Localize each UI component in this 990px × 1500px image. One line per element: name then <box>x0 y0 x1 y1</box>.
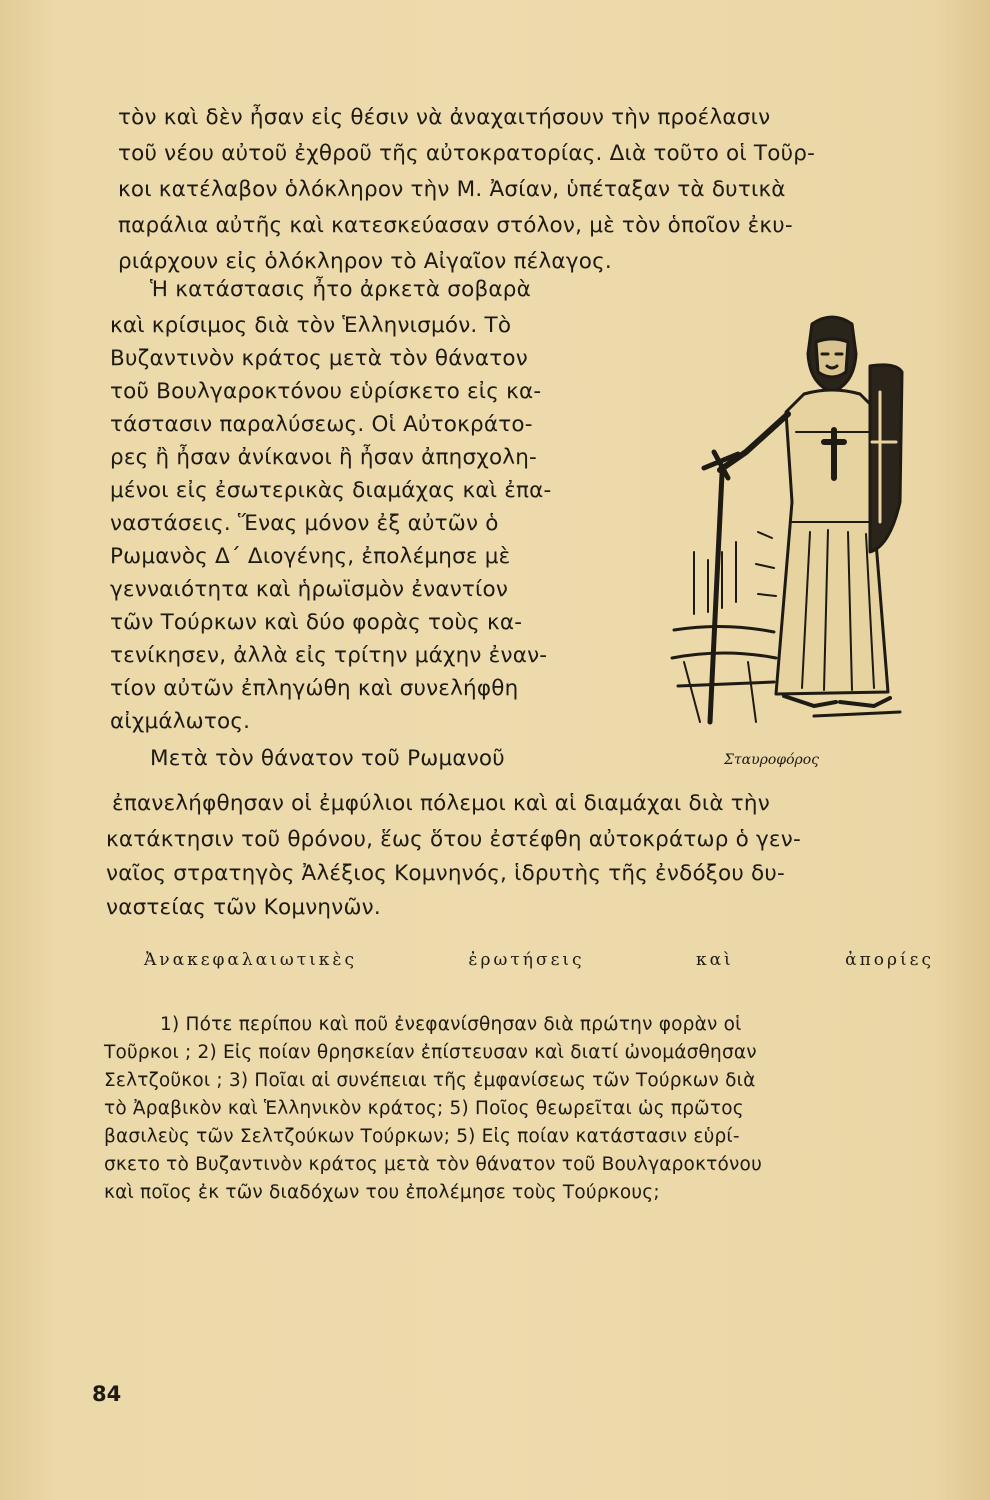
narrow-line: καὶ κρίσιμος διὰ τὸν Ἑλληνισμόν. Τὸ <box>110 313 512 338</box>
body-line: ριάρχουν εἰς ὁλόκληρον τὸ Αἰγαῖον πέλαγος. <box>118 249 612 274</box>
page-number: 84 <box>92 1382 122 1406</box>
questions-heading <box>144 950 934 970</box>
question-line: καὶ ποῖος ἐκ τῶν διαδόχων του ἐπολέμησε τοὺς Τούρκους; <box>104 1182 660 1203</box>
body-line: κατάκτησιν τοῦ θρόνου, ἕως ὅτου ἐστέφθη αὐτοκράτωρ ὁ γεν- <box>106 827 801 852</box>
question-line: βασιλεὺς τῶν Σελτζούκων Τούρκων; 5) Εἰς ποίαν κατάστασιν εὑρί- <box>104 1126 740 1147</box>
body-line: ναστείας τῶν Κομνηνῶν. <box>106 895 381 920</box>
narrow-line: Βυζαντινὸν κράτος μετὰ τὸν θάνατον <box>110 346 528 371</box>
narrow-line: τῶν Τούρκων καὶ δύο φορὰς τοὺς κα- <box>110 610 523 635</box>
narrow-line: Μετὰ τὸν θάνατον τοῦ Ρωμανοῦ <box>150 746 505 771</box>
heading-word: Ἀνακεφαλαιωτικὲς <box>144 950 358 970</box>
heading-word: ἐρωτήσεις <box>468 950 585 970</box>
narrow-line: Ἡ κατάστασις ἦτο ἀρκετὰ σοβαρὰ <box>150 277 531 302</box>
crusader-illustration <box>664 302 904 742</box>
body-line: ἐπανελήφθησαν οἱ ἐμφύλιοι πόλεμοι καὶ αἱ διαμάχαι διὰ τὴν <box>112 791 770 816</box>
body-line: ναῖος στρατηγὸς Ἀλέξιος Κομνηνός, ἱδρυτὴς τῆς ἐνδόξου δυ- <box>106 861 785 886</box>
narrow-line: γενναιότητα καὶ ἡρωϊσμὸν ἐναντίον <box>110 577 509 602</box>
illustration-caption: Σταυροφόρος <box>724 752 819 768</box>
question-line: Σελτζοῦκοι ; 3) Ποῖαι αἱ συνέπειαι τῆς ἐμφανίσεως τῶν Τούρκων διὰ <box>104 1070 756 1091</box>
narrow-line: Ρωμανὸς Δ΄ Διογένης, ἐπολέμησε μὲ <box>110 544 511 569</box>
narrow-line: τίον αὐτῶν ἐπληγώθη καὶ συνελήφθη <box>110 676 519 701</box>
body-line: παράλια αὐτῆς καὶ κατεσκεύασαν στόλον, μὲ τὸν ὁποῖον ἐκυ- <box>118 213 793 238</box>
narrow-line: ρες ἢ ἦσαν ἀνίκανοι ἢ ἦσαν ἀπησχολη- <box>110 445 538 470</box>
narrow-line: αἰχμάλωτος. <box>110 709 251 734</box>
question-line: σκετο τὸ Βυζαντινὸν κράτος μετὰ τὸν θάνατον τοῦ Βουλγαροκτόνου <box>104 1154 762 1175</box>
heading-word: ἀπορίες <box>845 950 934 970</box>
narrow-line: ναστάσεις. Ἕνας μόνον ἐξ αὐτῶν ὁ <box>110 511 499 536</box>
heading-word: καὶ <box>695 950 734 970</box>
narrow-line: μένοι εἰς ἐσωτερικὰς διαμάχας καὶ ἐπα- <box>110 478 552 503</box>
body-line: τοῦ νέου αὐτοῦ ἐχθροῦ τῆς αὐτοκρατορίας. Διὰ τοῦτο οἱ Τοῦρ- <box>118 141 816 166</box>
narrow-line: τάστασιν παραλύσεως. Οἱ Αὐτοκράτο- <box>110 412 533 437</box>
question-line: 1) Πότε περίπου καὶ ποῦ ἐνεφανίσθησαν διὰ πρώτην φορὰν οἱ <box>160 1014 742 1035</box>
narrow-line: τενίκησεν, ἀλλὰ εἰς τρίτην μάχην ἐναν- <box>110 643 548 668</box>
body-line: τὸν καὶ δὲν ἦσαν εἰς θέσιν νὰ ἀναχαιτήσουν τὴν προέλασιν <box>118 105 771 130</box>
question-line: τὸ Ἀραβικὸν καὶ Ἑλληνικὸν κράτος; 5) Ποῖος θεωρεῖται ὡς πρῶτος <box>104 1098 744 1119</box>
narrow-line: τοῦ Βουλγαροκτόνου εὑρίσκετο εἰς κα- <box>110 379 542 404</box>
question-line: Τοῦρκοι ; 2) Εἰς ποίαν θρησκείαν ἐπίστευσαν καὶ διατί ὠνομάσθησαν <box>104 1042 757 1063</box>
body-line: κοι κατέλαβον ὁλόκληρον τὴν Μ. Ἀσίαν, ὑπέταξαν τὰ δυτικὰ <box>118 177 786 202</box>
